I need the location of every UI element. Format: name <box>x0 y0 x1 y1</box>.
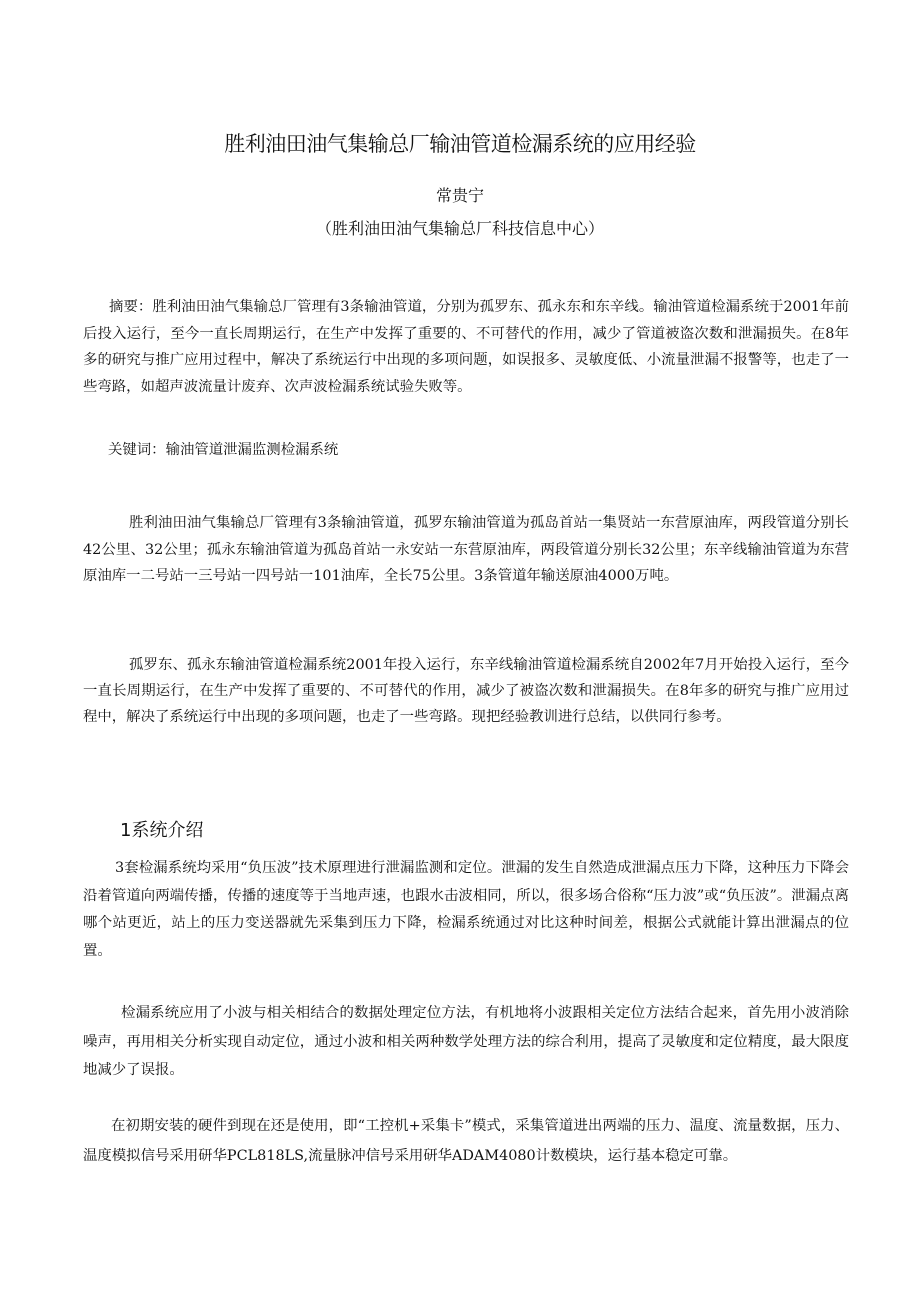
section-heading: 1系统介绍 <box>120 820 204 841</box>
abstract-paragraph: 摘要：胜利油田油气集输总厂管理有3条输油管道，分别为孤罗东、孤永东和东辛线。输油管道检漏系统于2001年前后投入运行，至今一直长周期运行，在生产中发挥了重要的、不可替代的作用，减少了管道被盗次数和泄漏损失。在8年多的研究与推广应用过程中，解决了系统运行中出现的多项问题，如误报多、灵敏度低、小流量泄漏不报警等，也走了一些弯路，如超声波流量计废弃、次声波检漏系统试验失败等。 <box>83 299 849 395</box>
body-paragraph-2: 孤罗东、孤永东输油管道检漏系统2001年投入运行，东辛线输油管道检漏系统自2002年7月开始投入运行，至今一直长周期运行，在生产中发挥了重要的、不可替代的作用，减少了被盗次数和泄漏损失。在8年多的研究与推广应用过程中，解决了系统运行中出现的多项问题，也走了一些弯路。现把经验教训进行总结，以供同行参考。 <box>83 657 849 726</box>
body-paragraph-1: 胜利油田油气集输总厂管理有3条输油管道，孤罗东输油管道为孤岛首站一集贤站一东营原油库，两段管道分别长42公里、32公里；孤永东输油管道为孤岛首站一永安站一东营原油库，两段管道分别长32公里；东辛线输油管道为东营原油库一二号站一三号站一四号站一101油库，全长75公里。3条管道年输送原油4000万吨。 <box>83 515 849 585</box>
body-paragraph-4: 检漏系统应用了小波与相关相结合的数据处理定位方法，有机地将小波跟相关定位方法结合起来，首先用小波消除噪声，再用相关分析实现自动定位，通过小波和相关两种数学处理方法的综合利用，提高了灵敏度和定位精度，最大限度地减少了误报。 <box>83 1005 849 1078</box>
document-title: 胜利油田油气集输总厂输油管道检漏系统的应用经验 <box>224 132 696 156</box>
author-affiliation: （胜利油田油气集输总厂科技信息中心） <box>315 219 604 238</box>
author-name: 常贵宁 <box>435 186 484 205</box>
body-paragraph-3: 3套检漏系统均采用“负压波”技术原理进行泄漏监测和定位。泄漏的发生自然造成泄漏点压力下降，这种压力下降会沿着管道向两端传播，传播的速度等于当地声速，也跟水击波相同，所以，很多场合俗称“压力波”或“负压波”。泄漏点离哪个站更近，站上的压力变送器就先采集到压力下降，检漏系统通过对比这种时间差，根据公式就能计算出泄漏点的位置。 <box>83 860 849 960</box>
keywords-line: 关键词：输油管道泄漏监测检漏系统 <box>108 442 339 458</box>
body-paragraph-5: 在初期安装的硬件到现在还是使用，即“工控机+采集卡”模式，采集管道进出两端的压力、温度、流量数据，压力、温度模拟信号采用研华PCL818LS,流量脉冲信号采用研华ADAM4080计数模块，运行基本稳定可靠。 <box>83 1118 849 1164</box>
